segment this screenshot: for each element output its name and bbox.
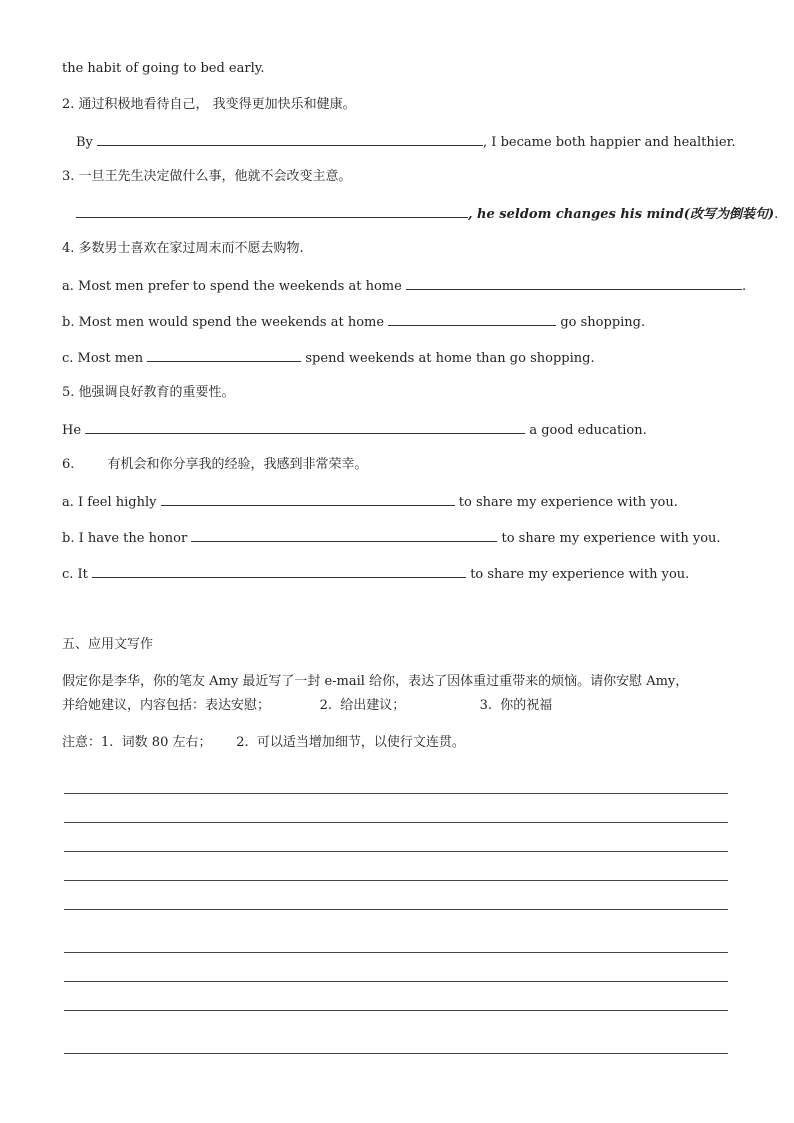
answer-blank[interactable] [92, 565, 466, 578]
writing-line[interactable] [64, 952, 728, 953]
question-4a-line: a. Most men prefer to spend the weekends at home . [62, 279, 747, 294]
writing-line[interactable] [64, 1010, 728, 1011]
writing-line[interactable] [64, 880, 728, 881]
writing-notes: 注意：1. 词数 80 左右； 2. 可以适当增加细节，以使行文连贯。 [62, 735, 465, 750]
answer-blank[interactable] [97, 133, 483, 146]
writing-line[interactable] [64, 909, 728, 910]
answer-blank[interactable] [76, 205, 468, 218]
question-6a-line: a. I feel highly to share my experience with you. [62, 495, 678, 510]
question-4b-line: b. Most men would spend the weekends at home go shopping. [62, 315, 646, 330]
answer-blank[interactable] [147, 349, 301, 362]
writing-line[interactable] [64, 851, 728, 852]
writing-line[interactable] [64, 822, 728, 823]
question-2-answer-line: By , I became both happier and healthier. [76, 135, 736, 150]
question-5-answer-line: He a good education. [62, 423, 647, 438]
question-6-prompt: 6. 有机会和你分享我的经验，我感到非常荣幸。 [62, 457, 368, 472]
question-4c-line: c. Most men spend weekends at home than go shopping. [62, 351, 595, 366]
question-3-prompt: 3. 一旦王先生决定做什么事，他就不会改变主意。 [62, 169, 352, 184]
question-6b-line: b. I have the honor to share my experience with you. [62, 531, 721, 546]
writing-prompt-line-1: 假定你是李华，你的笔友 Amy 最近写了一封 e-mail 给你，表达了因体重过重带来的烦恼。请你安慰 Amy， [62, 674, 689, 689]
question-6c-line: c. It to share my experience with you. [62, 567, 690, 582]
section-title: 五、应用文写作 [62, 637, 154, 652]
question-3-answer-line: , he seldom changes his mind(改写为倒装句). [76, 205, 778, 223]
answer-blank[interactable] [406, 277, 742, 290]
answer-blank[interactable] [191, 529, 497, 542]
question-5-prompt: 5. 他强调良好教育的重要性。 [62, 385, 235, 400]
writing-prompt-line-2: 并给她建议，内容包括：表达安慰； 2. 给出建议； 3. 你的祝福 [62, 698, 553, 713]
answer-blank[interactable] [85, 421, 525, 434]
writing-line[interactable] [64, 1053, 728, 1054]
continuation-text: the habit of going to bed early. [62, 61, 265, 76]
writing-line[interactable] [64, 981, 728, 982]
writing-prompt [62, 670, 732, 718]
question-4-prompt: 4. 多数男士喜欢在家过周末而不愿去购物. [62, 241, 304, 256]
answer-blank[interactable] [161, 493, 455, 506]
question-2-prompt: 2. 通过积极地看待自己， 我变得更加快乐和健康。 [62, 97, 356, 112]
writing-line[interactable] [64, 793, 728, 794]
answer-blank[interactable] [388, 313, 556, 326]
